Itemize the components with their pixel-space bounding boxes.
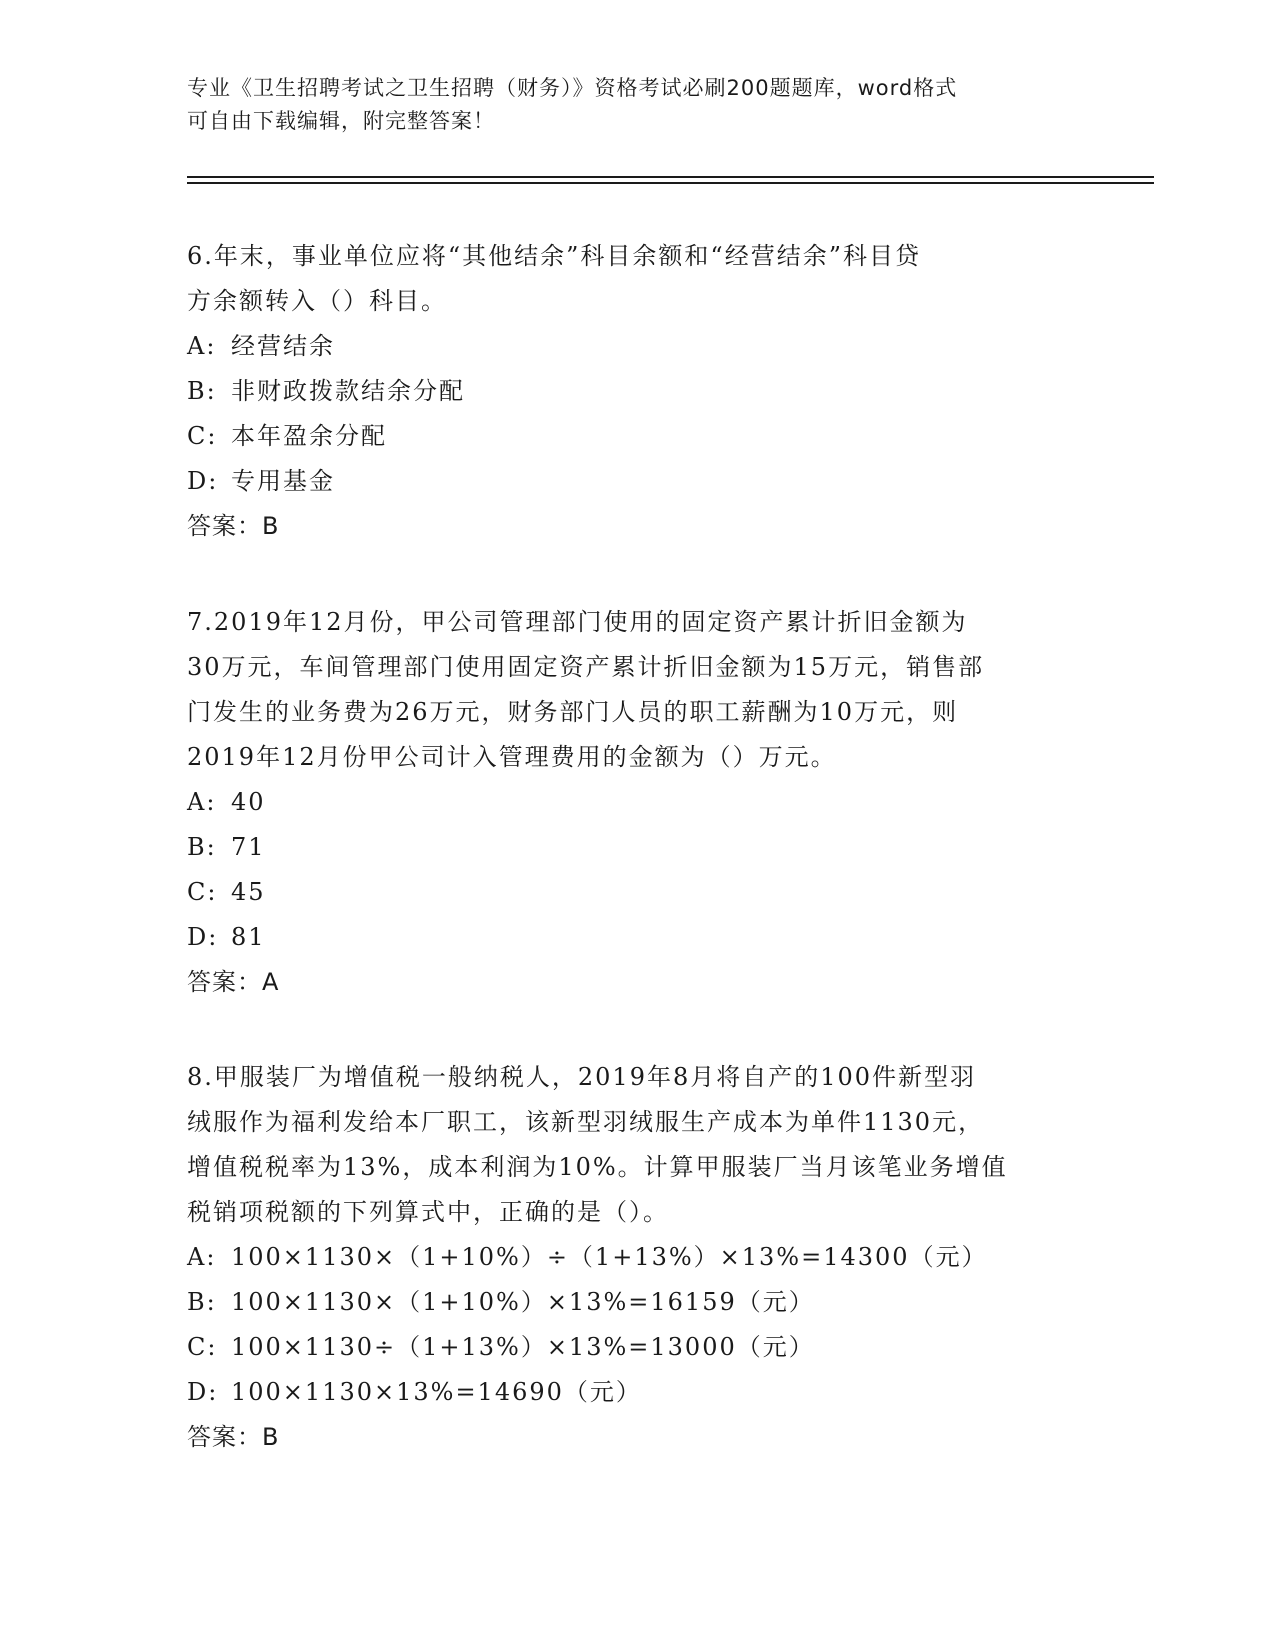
question-stem-line: 税销项税额的下列算式中，正确的是（）。 — [187, 1198, 669, 1226]
answer-line: 答案：B — [187, 512, 280, 540]
question-stem-line: 门发生的业务费为26万元，财务部门人员的职工薪酬为10万元，则 — [187, 698, 959, 726]
option-c — [187, 1325, 1087, 1370]
option-letter: B: — [187, 1288, 217, 1316]
question-stem-line: 2019年12月份甲公司计入管理费用的金额为（）万元。 — [187, 743, 837, 771]
option-text: 45 — [231, 878, 266, 906]
option-text: 经营结余 — [231, 332, 335, 360]
option-a — [187, 1235, 1087, 1280]
option-letter: C: — [187, 1333, 218, 1361]
option-d — [187, 915, 1087, 960]
option-text: 专用基金 — [231, 467, 335, 495]
option-letter: A: — [187, 788, 217, 816]
option-text: 100×1130×13%=14690（元） — [231, 1378, 642, 1406]
option-text: 40 — [231, 788, 266, 816]
answer-line: 答案：A — [187, 968, 280, 996]
header-divider-top — [187, 176, 1154, 178]
option-letter: C: — [187, 422, 218, 450]
question-stem-line: 7.2019年12月份，甲公司管理部门使用的固定资产累计折旧金额为 — [187, 608, 968, 636]
answer-line: 答案：B — [187, 1423, 280, 1451]
option-letter: B: — [187, 377, 217, 405]
option-a — [187, 324, 1087, 369]
option-c — [187, 870, 1087, 915]
option-d — [187, 1370, 1087, 1415]
option-text: 81 — [231, 923, 266, 951]
option-d — [187, 459, 1087, 504]
header-line-1: 专业《卫生招聘考试之卫生招聘（财务）》资格考试必刷200题题库，word格式 — [187, 76, 958, 100]
option-b — [187, 825, 1087, 870]
option-letter: D: — [187, 467, 219, 495]
question-stem-line: 增值税税率为13%，成本利润为10%。计算甲服装厂当月该笔业务增值 — [187, 1153, 1008, 1181]
question-8 — [187, 1055, 1087, 1460]
option-letter: D: — [187, 1378, 219, 1406]
option-c — [187, 414, 1087, 459]
option-text: 本年盈余分配 — [231, 422, 387, 450]
header-divider-bottom — [187, 182, 1154, 184]
option-text: 100×1130×（1+10%）÷（1+13%）×13%=14300（元） — [231, 1243, 988, 1271]
option-letter: B: — [187, 833, 217, 861]
option-letter: A: — [187, 1243, 217, 1271]
question-stem-line: 30万元，车间管理部门使用固定资产累计折旧金额为15万元，销售部 — [187, 653, 985, 681]
question-7 — [187, 600, 1087, 1005]
option-text: 100×1130×（1+10%）×13%=16159（元） — [231, 1288, 815, 1316]
option-letter: D: — [187, 923, 219, 951]
option-text: 非财政拨款结余分配 — [231, 377, 465, 405]
question-stem-line: 8.甲服装厂为增值税一般纳税人，2019年8月将自产的100件新型羽 — [187, 1063, 977, 1091]
question-stem-line: 6.年末，事业单位应将“其他结余”科目余额和“经营结余”科目贷 — [187, 242, 921, 270]
option-text: 71 — [231, 833, 266, 861]
option-text: 100×1130÷（1+13%）×13%=13000（元） — [231, 1333, 815, 1361]
option-a — [187, 780, 1087, 825]
option-letter: C: — [187, 878, 218, 906]
option-b — [187, 1280, 1087, 1325]
document-header — [187, 72, 1067, 138]
question-stem-line: 方余额转入（）科目。 — [187, 287, 447, 315]
option-b — [187, 369, 1087, 414]
question-6 — [187, 234, 1087, 549]
option-letter: A: — [187, 332, 217, 360]
header-line-2: 可自由下载编辑，附完整答案！ — [187, 109, 495, 133]
question-stem-line: 绒服作为福利发给本厂职工，该新型羽绒服生产成本为单件1130元， — [187, 1108, 985, 1136]
